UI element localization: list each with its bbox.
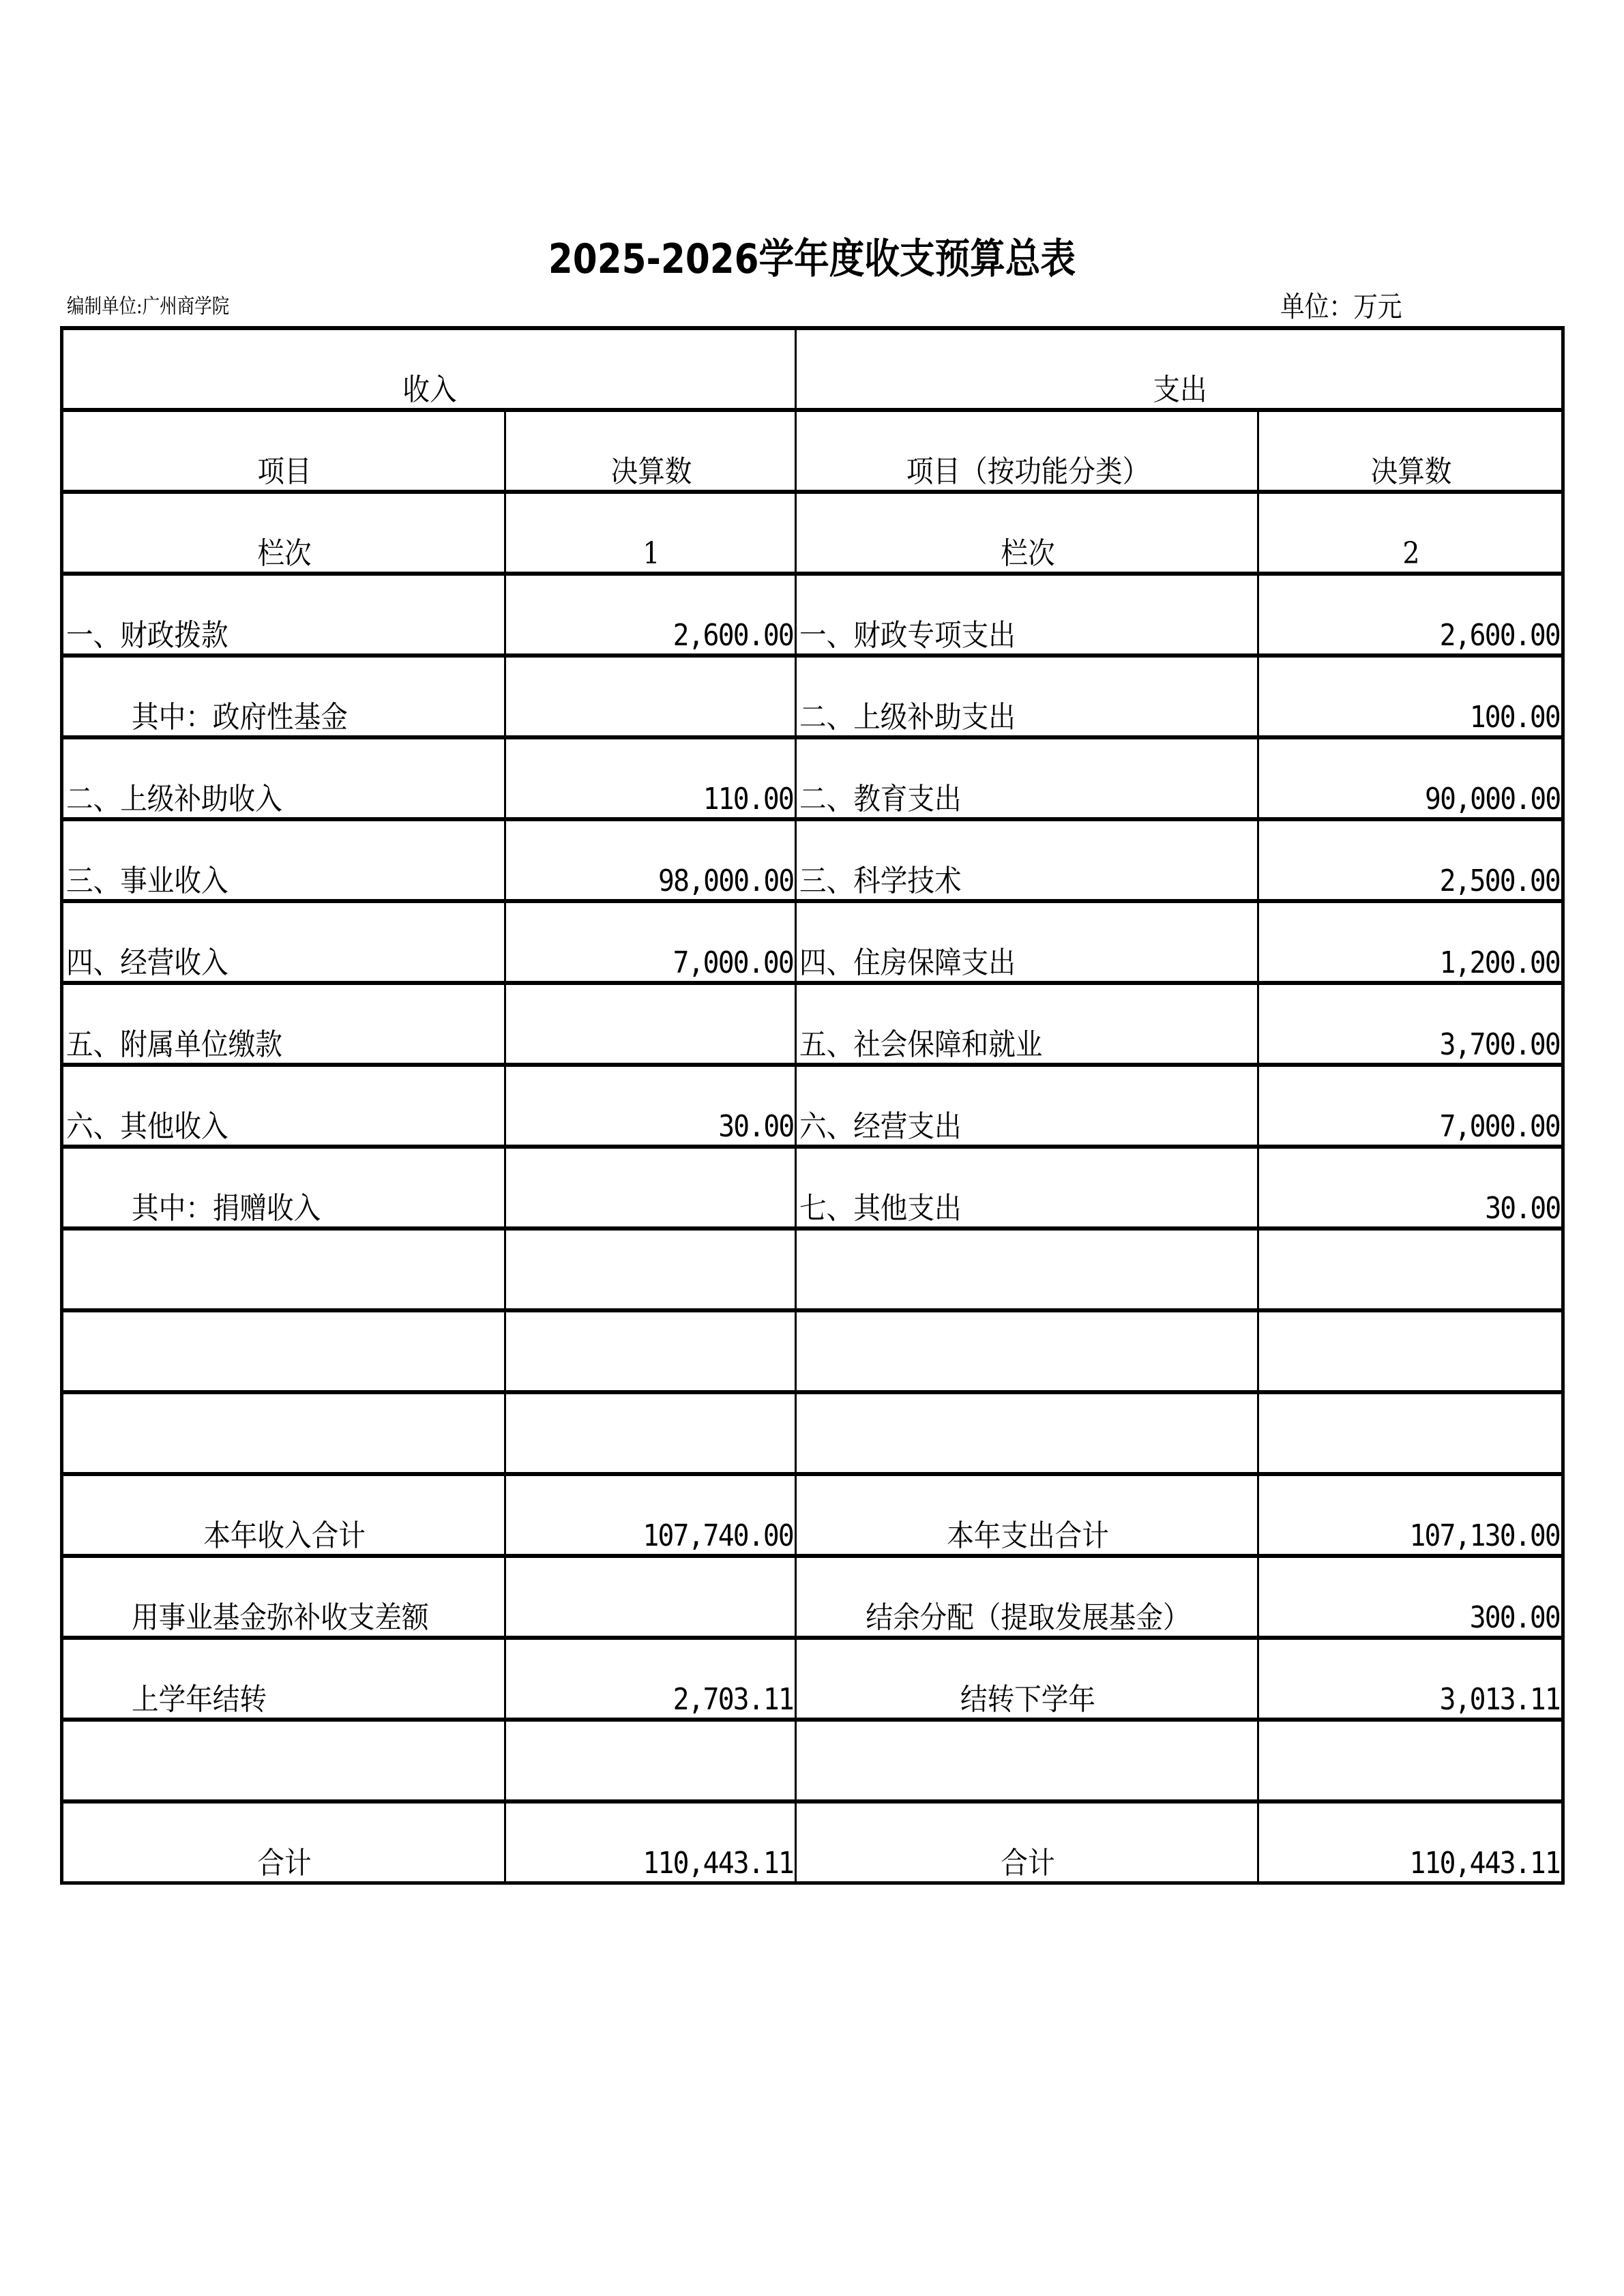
income-subtotal-label: 本年收入合计: [62, 1474, 505, 1556]
table-row: [62, 1638, 1563, 1720]
expense-col-label: 栏次: [796, 492, 1258, 574]
table-row: [62, 1556, 1563, 1638]
income-amount: [505, 1310, 796, 1392]
income-item: 其中：政府性基金: [62, 656, 505, 737]
expense-amount: [1258, 1310, 1563, 1392]
table-row: [62, 656, 1563, 737]
expense-item: 四、住房保障支出: [796, 901, 1258, 983]
table-row: [62, 1147, 1563, 1228]
expense-amount: 2,600.00: [1258, 574, 1563, 656]
column-header-row: [62, 410, 1563, 492]
budget-table: [60, 326, 1565, 1885]
income-amount: [505, 1720, 796, 1801]
expense-col-number: 2: [1258, 492, 1563, 574]
expense-amount-header: 决算数: [1258, 410, 1563, 492]
table-row-empty: [62, 1228, 1563, 1310]
income-item: [62, 1392, 505, 1474]
expense-amount: 30.00: [1258, 1147, 1563, 1228]
income-item: 四、经营收入: [62, 901, 505, 983]
table-row: [62, 737, 1563, 819]
income-col-label: 栏次: [62, 492, 505, 574]
expense-amount: [1258, 1720, 1563, 1801]
expense-item: 二、上级补助支出: [796, 656, 1258, 737]
expense-amount: 3,013.11: [1258, 1638, 1563, 1720]
income-item: 用事业基金弥补收支差额: [62, 1556, 505, 1638]
income-subtotal-amount: 107,740.00: [505, 1474, 796, 1556]
table-row: [62, 901, 1563, 983]
income-amount: 30.00: [505, 1065, 796, 1147]
table-row: [62, 1065, 1563, 1147]
income-item: [62, 1720, 505, 1801]
income-item: 六、其他收入: [62, 1065, 505, 1147]
income-amount: 7,000.00: [505, 901, 796, 983]
income-item: [62, 1228, 505, 1310]
expense-item: 五、社会保障和就业: [796, 983, 1258, 1065]
table-row: [62, 819, 1563, 901]
table-row: [62, 574, 1563, 656]
section-header-row: [62, 328, 1563, 410]
expense-item: [796, 1392, 1258, 1474]
expense-subtotal-label: 本年支出合计: [796, 1474, 1258, 1556]
expense-total-amount: 110,443.11: [1258, 1801, 1563, 1883]
expense-subtotal-amount: 107,130.00: [1258, 1474, 1563, 1556]
unit-label: 单位：万元: [1280, 290, 1402, 323]
expense-amount: [1258, 1228, 1563, 1310]
expense-amount: 3,700.00: [1258, 983, 1563, 1065]
income-amount: 98,000.00: [505, 819, 796, 901]
income-amount: [505, 1147, 796, 1228]
income-section-header: 收入: [62, 328, 796, 410]
income-item: 二、上级补助收入: [62, 737, 505, 819]
income-amount: [505, 1228, 796, 1310]
income-total-amount: 110,443.11: [505, 1801, 796, 1883]
income-amount: [505, 1392, 796, 1474]
expense-amount: 300.00: [1258, 1556, 1563, 1638]
expense-amount: 2,500.00: [1258, 819, 1563, 901]
expense-item: 结余分配（提取发展基金）: [796, 1556, 1258, 1638]
income-item: 其中：捐赠收入: [62, 1147, 505, 1228]
expense-amount: 1,200.00: [1258, 901, 1563, 983]
expense-amount: [1258, 1392, 1563, 1474]
expense-item: [796, 1310, 1258, 1392]
total-row: [62, 1801, 1563, 1883]
expense-item: 六、经营支出: [796, 1065, 1258, 1147]
table-row: [62, 983, 1563, 1065]
expense-amount: 7,000.00: [1258, 1065, 1563, 1147]
table-row-empty: [62, 1392, 1563, 1474]
income-item: 一、财政拨款: [62, 574, 505, 656]
income-total-label: 合计: [62, 1801, 505, 1883]
income-item: [62, 1310, 505, 1392]
expense-amount: 90,000.00: [1258, 737, 1563, 819]
subtotal-row: [62, 1474, 1563, 1556]
expense-item: 一、财政专项支出: [796, 574, 1258, 656]
expense-item: 七、其他支出: [796, 1147, 1258, 1228]
income-item: 三、事业收入: [62, 819, 505, 901]
income-amount: [505, 1556, 796, 1638]
page-title: 2025-2026学年度收支预算总表: [548, 235, 1076, 283]
income-item: 五、附属单位缴款: [62, 983, 505, 1065]
income-item-header: 项目: [62, 410, 505, 492]
column-number-row: [62, 492, 1563, 574]
income-amount: [505, 656, 796, 737]
expense-item: 结转下学年: [796, 1638, 1258, 1720]
income-amount: [505, 983, 796, 1065]
income-amount: 110.00: [505, 737, 796, 819]
expense-item: 三、科学技术: [796, 819, 1258, 901]
income-amount: 2,600.00: [505, 574, 796, 656]
expense-amount: 100.00: [1258, 656, 1563, 737]
income-amount: 2,703.11: [505, 1638, 796, 1720]
expense-item-header: 项目（按功能分类）: [796, 410, 1258, 492]
income-col-number: 1: [505, 492, 796, 574]
expense-total-label: 合计: [796, 1801, 1258, 1883]
expense-item: [796, 1720, 1258, 1801]
expense-item: 二、教育支出: [796, 737, 1258, 819]
org-label: 编制单位:广州商学院: [67, 295, 230, 319]
table-row-empty: [62, 1720, 1563, 1801]
table-row-empty: [62, 1310, 1563, 1392]
income-amount-header: 决算数: [505, 410, 796, 492]
income-item: 上学年结转: [62, 1638, 505, 1720]
expense-item: [796, 1228, 1258, 1310]
expense-section-header: 支出: [796, 328, 1563, 410]
